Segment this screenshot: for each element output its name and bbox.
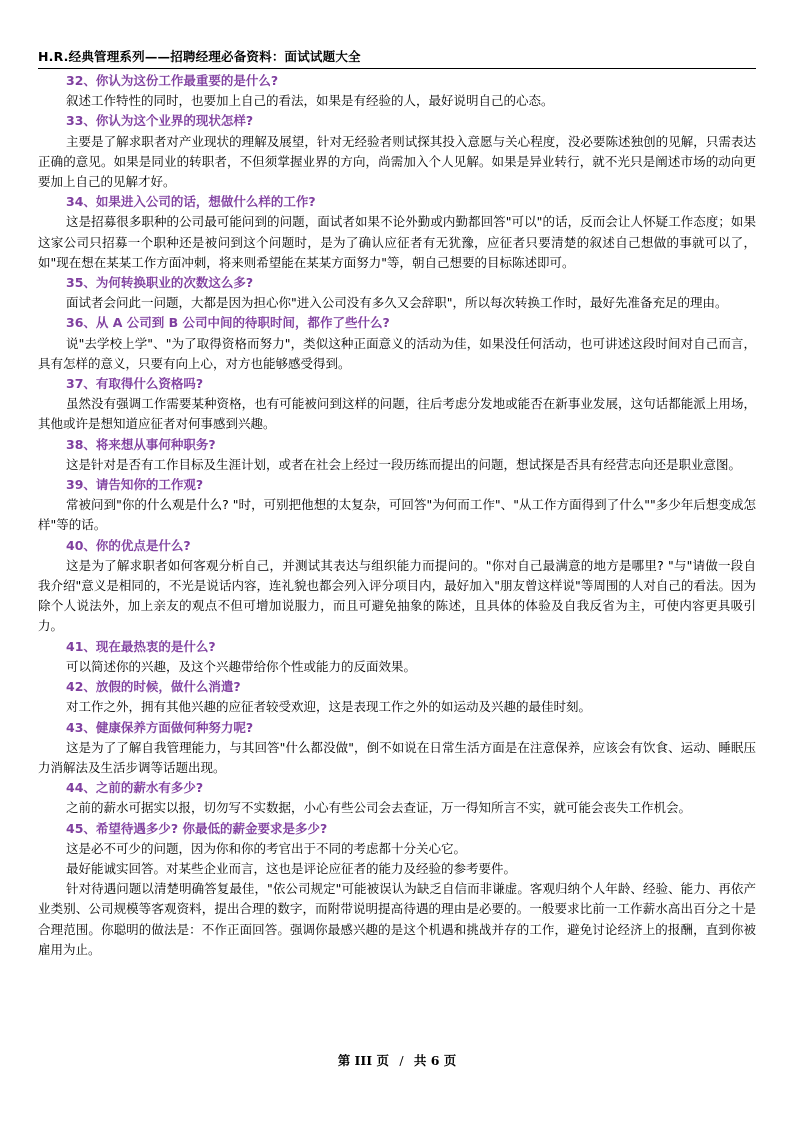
answer-paragraph: 对工作之外，拥有其他兴趣的应征者较受欢迎，这是表现工作之外的如运动及兴趣的最佳时刻。 [66,699,592,715]
page-number: 第 III 页 [337,1053,389,1068]
answer-paragraph: 最好能诚实回答。对某些企业而言，这也是评论应征者的能力及经验的参考要件。 [66,860,517,876]
answer-paragraph: 面试者会问此一问题，大都是因为担心你"进入公司没有多久又会辞职"，所以每次转换工作时，最好先准备充足的理由。 [66,295,728,311]
question-heading: 33、你认为这个业界的现状怎样? [66,113,254,129]
header-title: H.R.经典管理系列——招聘经理必备资料：面试试题大全 [38,49,361,64]
page-footer [0,1051,794,1069]
question-heading: 37、有取得什么资格吗? [66,376,204,392]
qa-item [38,475,756,536]
qa-item [38,111,756,192]
qa-item [38,637,756,677]
qa-item [38,536,756,637]
page-total: 共 6 页 [413,1053,457,1068]
question-heading: 41、现在最热衷的是什么? [66,638,216,654]
question-heading: 44、之前的薪水有多少? [66,780,204,796]
answer-paragraph: 常被问到"你的什么观是什么? "时，可别把他想的太复杂，可回答"为何而工作"、"从工作方面得到了什么""多少年后想变成怎样"等的话。 [38,497,756,533]
answer-paragraph: 可以简述你的兴趣，及这个兴趣带给你个性或能力的反面效果。 [66,658,417,674]
answer-paragraph: 这是必不可少的问题，因为你和你的考官出于不同的考虑都十分关心它。 [66,840,467,856]
page-header [38,48,756,69]
answer-paragraph: 虽然没有强调工作需要某种资格，也有可能被问到这样的问题，往后考虑分发地或能否在新事业发展，这句话都能派上用场，其他或许是想知道应征者对何事感到兴趣。 [38,396,756,432]
question-heading: 43、健康保养方面做何种努力呢? [66,719,254,735]
answer-paragraph: 这是针对是否有工作目标及生涯计划，或者在社会上经过一段历练而提出的问题，想试探是否具有经营志向还是职业意图。 [66,456,742,472]
answer-paragraph: 这是为了解求职者如何客观分析自己，并测试其表达与组织能力而提问的。"你对自己最满意的地方是哪里? "与"请做一段自我介绍"意义是相同的，不光是说话内容，连礼貌也都会列入评分项目内，最好加入"朋友曾这样说"等周围的人对自己的看法。因为除个人说法外，加上亲友的观点不但可增加说服力，而且可避免抽象的陈述，且具体的体验及自我反省为主，可使内容更具吸引力。 [38,557,756,634]
answer-paragraph: 叙述工作特性的同时，也要加上自己的看法，如果是有经验的人，最好说明自己的心态。 [66,93,554,109]
answer-paragraph: 主要是了解求职者对产业现状的理解及展望，针对无经验者则试探其投入意愿与关心程度，没必要陈述独创的见解，只需表达正确的意见。如果是同业的转职者，不但须掌握业界的方向，尚需加入个人见解。如果是异业转行，就不光只是阐述市场的动向更要加上自己的见解才好。 [38,133,756,190]
question-heading: 36、从 A 公司到 B 公司中间的待职时间，都作了些什么? [66,315,390,331]
qa-item [38,435,756,475]
qa-item [38,313,756,374]
question-heading: 38、将来想从事何种职务? [66,436,216,452]
qa-item [38,273,756,313]
answer-paragraph: 这是为了了解自我管理能力，与其回答"什么都没做"，倒不如说在日常生活方面是在注意保养，应该会有饮食、运动、睡眠压力消解法及生活步调等话题出现。 [38,739,756,775]
question-heading: 42、放假的时候，做什么消遣? [66,679,241,695]
answer-paragraph: 之前的薪水可据实以报，切勿写不实数据，小心有些公司会去查证，万一得知所言不实，就可能会丧失工作机会。 [66,800,692,816]
qa-item [38,374,756,435]
question-heading: 45、希望待遇多少? 你最低的薪金要求是多少? [66,820,328,836]
question-heading: 34、如果进入公司的话，想做什么样的工作? [66,194,316,210]
qa-item [38,192,756,273]
question-heading: 32、你认为这份工作最重要的是什么? [66,73,279,88]
qa-item [38,718,756,779]
answer-paragraph: 针对待遇问题以清楚明确答复最佳，"依公司规定"可能被误认为缺乏自信而非谦虚。客观归纳个人年龄、经验、能力、再依产业类别、公司规模等客观资料，提出合理的数字，而附带说明提高待遇的理由是必要的。一般要求比前一工作薪水高出百分之十是合理范围。你聪明的做法是：不作正面回答。强调你最感兴趣的是这个机遇和挑战并存的工作，避免讨论经济上的报酬，直到你被雇用为止。 [38,881,756,957]
answer-paragraph: 这是招募很多职种的公司最可能问到的问题，面试者如果不论外勤或内勤都回答"可以"的话，反而会让人怀疑工作态度；如果这家公司只招募一个职种还是被问到这个问题时，是为了确认应征者有无犹豫，应征者只要清楚的叙述自己想做的事就可以了，如"现在想在某某工作方面冲刺，将来则希望能在某某方面努力"等，朝自己想要的目标陈述即可。 [38,214,756,270]
question-heading: 40、你的优点是什么? [66,537,191,553]
question-heading: 35、为何转换职业的次数这么多? [66,275,254,291]
qa-item [38,778,756,818]
qa-item [38,71,756,111]
page-separator: / [399,1053,404,1068]
answer-paragraph: 说"去学校上学"、"为了取得资格而努力"，类似这种正面意义的活动为佳，如果没任何活动，也可讲述这段时间对自己而言，具有怎样的意义，只要有向上心，对方也能够感受得到。 [38,335,756,371]
qa-item [38,819,756,960]
document-body [38,71,756,960]
question-heading: 39、请告知你的工作观? [66,477,204,493]
qa-item [38,677,756,717]
